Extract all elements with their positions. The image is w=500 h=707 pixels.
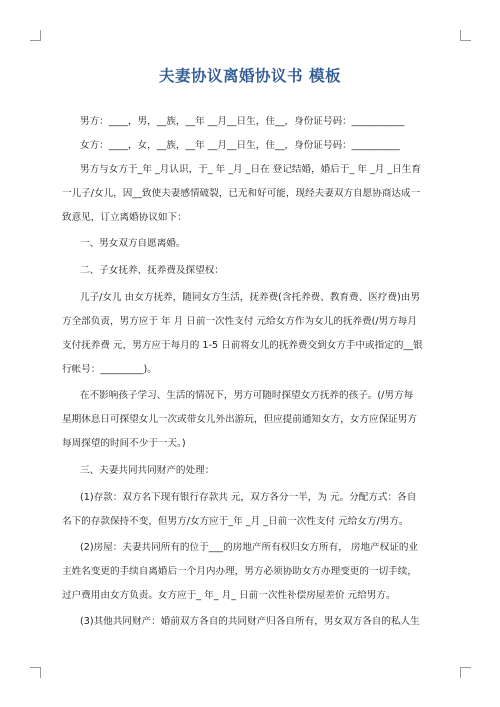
paragraph-line: 主姓名变更的手续自离婚后一个月内办理，男方必须协助女方办理变更的一切手续，: [62, 566, 417, 577]
paragraph-line: (2)房屋：夫妻共同所有的位于___的房地产所有权归女方所有， 房地产权证的业: [80, 542, 419, 553]
crop-mark-top-right: [460, 30, 471, 41]
paragraph-line: 方全部负责，男方应于 年 月 日前一次性支付 元给女方作为女儿的抚养费(/男方每月: [62, 316, 417, 327]
crop-mark-bottom-right: [460, 667, 471, 678]
paragraph-line: 名下的存款保持不变，但男方/女方应于_年 _月 _日前一次性支付 元给女方/男方。: [62, 516, 409, 527]
paragraph-line: 星期休息日可探望女儿一次或带女儿外出游玩，但应提前通知女方，女方应保证男方: [62, 414, 417, 425]
paragraph-line: 行帐号：_________)。: [62, 364, 157, 375]
paragraph-line: 过户费用由女方负责。女方应于_ 年_ 月_ 日前一次性补偿房屋差价 元给男方。: [62, 590, 396, 601]
crop-mark-bottom-left: [30, 667, 41, 678]
female-party-line: 女方：____，女，__族，__年 __月__日生，住__，身份证号码：__________: [80, 140, 400, 151]
section-heading-3: 三、夫妻共同共同财产的处理：: [80, 465, 215, 476]
paragraph-line: 支付抚养费 元，男方应于每月的 1-5 日前将女儿的抚养费交到女方手中或指定的__银: [62, 340, 423, 351]
document-title: 夫妻协议离婚协议书 模板: [159, 67, 341, 85]
section-heading-1: 一、男女双方自愿离婚。: [80, 238, 186, 249]
paragraph-line: (1)存款：双方名下现有银行存款共 元，双方各分一半，为 元。分配方式：各自: [80, 492, 417, 503]
paragraph-line: (3)其他共同财产：婚前双方各自的共同财产归各自所有，男女双方各自的私人生: [80, 616, 420, 627]
paragraph-line: 儿子/女儿 由女方抚养，随同女方生活，抚养费(含托养费、教育费、医疗费)由男: [80, 292, 420, 303]
paragraph-line: 一儿子/女儿，因__致使夫妻感情破裂，已无和好可能，现经夫妻双方自愿协商达成一: [62, 188, 421, 199]
paragraph-line: 在不影响孩子学习、生活的情况下，男方可随时探望女方抚养的孩子。(/男方每: [80, 390, 414, 401]
paragraph-line: 致意见，订立离婚协议如下：: [62, 212, 187, 223]
section-heading-2: 二、子女抚养、抚养费及探望权：: [80, 265, 224, 276]
crop-mark-top-left: [30, 30, 41, 41]
paragraph-line: 男方与女方于_年 _月认识，于_ 年 _月 _日在 登记结婚，婚后于_ 年 _月 _日生育: [80, 164, 421, 175]
paragraph-line: 每周探望的时间不少于一天。): [62, 438, 186, 449]
male-party-line: 男方：____，男，__族，__年 __月__日生，住__，身份证号码：___________: [80, 116, 405, 127]
